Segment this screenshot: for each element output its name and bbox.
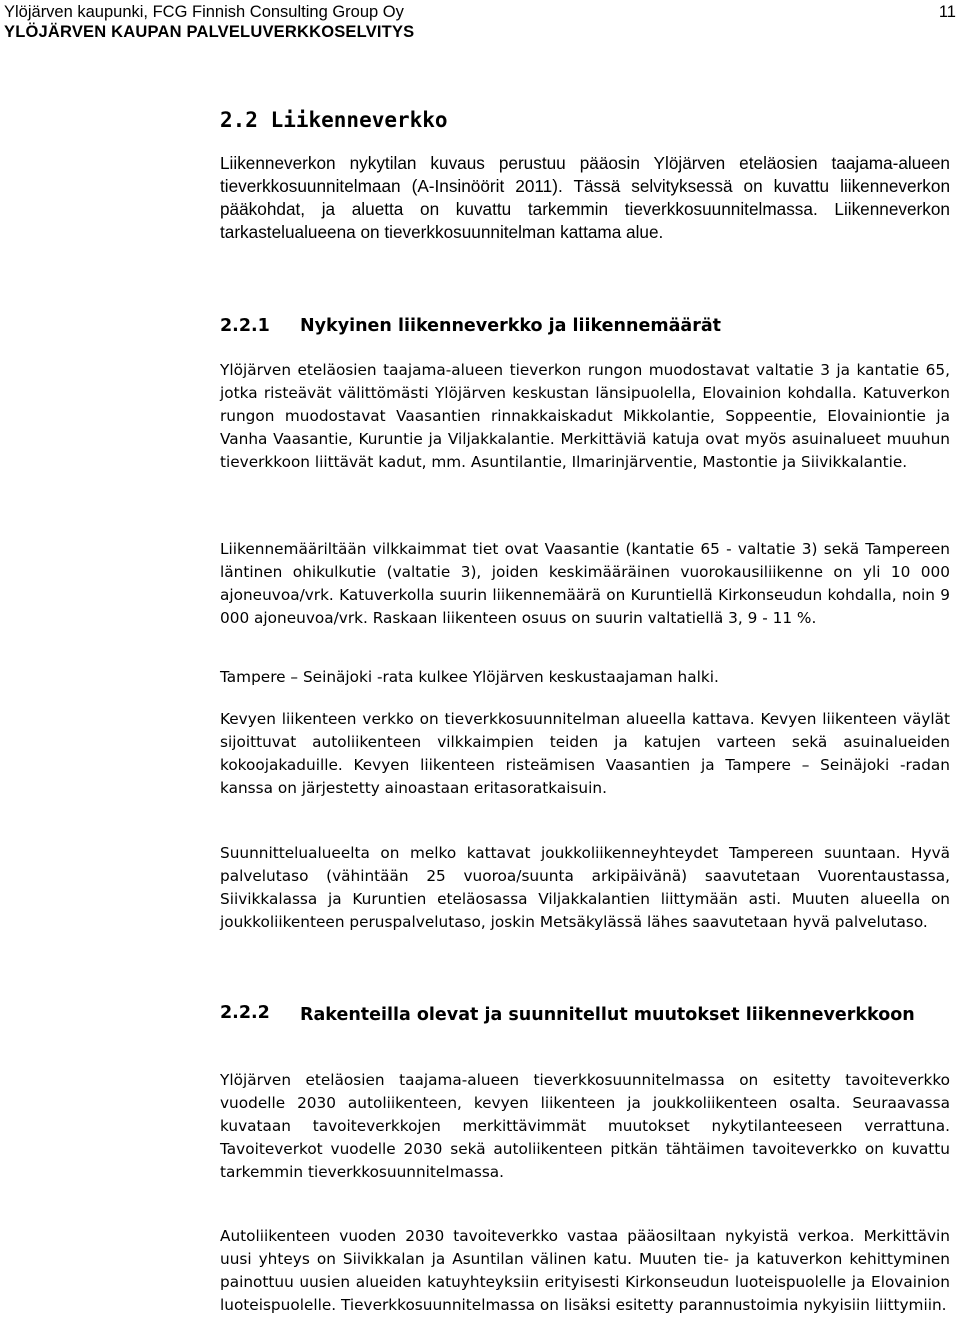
section-heading: 2.2 Liikenneverkko	[220, 108, 448, 132]
subsection-number: 2.2.2	[220, 1003, 270, 1023]
body-paragraph: Liikennemääriltään vilkkaimmat tiet ovat Vaasantie (kantatie 65 - valtatie 3) sekä Tampereen läntinen ohikulkutie (valtatie 3), joiden keskimääräinen vuorokausiliikenne on yli 10 000 ajoneuvoa/vrk. Katuverkolla suurin liikennemäärä on Kuruntiellä Kirkonseudun kohdalla, noin 9 000 ajoneuvoa/vrk. Raskaan liikenteen osuus on suurin valtatiellä 3, 9 - 11 %.	[220, 540, 950, 627]
section-intro: Liikenneverkon nykytilan kuvaus perustuu pääosin Ylöjärven eteläosien taajama-alueen tieverkkosuunnitelmaan (A-Insinöörit 2011). Tässä selvityksessä on kuvattu liikenneverkon pääkohdat, ja aluetta on kuvattu tarkemmin tieverkkosuunnitelmassa. Liikenneverkon tarkastelualueena on tieverkkosuunnitelman kattama alue.	[220, 153, 950, 242]
body-paragraph: Ylöjärven eteläosien taajama-alueen tieverkkosuunnitelmassa on esitetty tavoiteverkko vuodelle 2030 autoliikenteen, kevyen liikenteen ja joukkoliikenteen osalta. Seuraavassa kuvataan tavoiteverkkojen merkittävimmät muutokset nykytilanteeseen verrattuna. Tavoiteverkot vuodelle 2030 sekä autoliikenteen pitkän tähtäimen tavoiteverkko on kuvattu tarkemmin tieverkkosuunnitelmassa.	[220, 1071, 950, 1181]
body-paragraph: Ylöjärven eteläosien taajama-alueen tieverkon rungon muodostavat valtatie 3 ja kantatie 65, jotka risteävät välittömästi Ylöjärven keskustan länsipuolella, Elovainion kohdalla. Katuverkon rungon muodostavat Vaasantien rinnakkaiskadut Mikkolantie, Soppeentie, Elovainiontie ja Vanha Vaasantie, Kuruntie ja Viljakkalantie. Merkittäviä katuja ovat myös asuinalueet muuhun tieverkkoon liittävät kadut, mm. Asuntilantie, Ilmarinjärventie, Mastontie ja Siivikkalantie.	[220, 361, 950, 471]
subsection-number: 2.2.1	[220, 316, 270, 336]
body-paragraph: Tampere – Seinäjoki -rata kulkee Ylöjärven keskustaajaman halki.	[220, 668, 719, 686]
header-company: Ylöjärven kaupunki, FCG Finnish Consulting Group Oy	[4, 3, 404, 21]
subsection-heading	[220, 1001, 950, 1029]
subsection-heading	[220, 314, 950, 338]
body-paragraph: Kevyen liikenteen verkko on tieverkkosuunnitelman alueella kattava. Kevyen liikenteen väylät sijoittuvat autoliikenteen vilkkaimpien teiden ja katujen varteen sekä asuinalueiden kokoojakaduille. Kevyen liikenteen risteämisen Vaasantien ja Tampere – Seinäjoki -radan kanssa on järjestetty ainoastaan eritasoratkaisuin.	[220, 710, 950, 797]
body-paragraph: Suunnittelualueelta on melko kattavat joukkoliikenneyhteydet Tampereen suuntaan. Hyvä palvelutaso (vähintään 25 vuoroa/suunta arkipäivänä) saavutetaan Vuorentaustassa, Siivikkalassa ja Kuruntien eteläosassa Viljakkalantien liittymään asti. Muuten alueella on joukkoliikenteen peruspalvelutaso, joskin Metsäkylässä lähes saavutetaan hyvä palvelutaso.	[220, 844, 950, 931]
body-paragraph: Autoliikenteen vuoden 2030 tavoiteverkko vastaa pääosiltaan nykyistä verkoa. Merkittävin uusi yhteys on Siivikkalan ja Asuntilan välinen katu. Muuten tie- ja katuverkon kehittyminen painottuu uusien alueiden katuyhteyksiin erityisesti Kirkonseudun luoteispuolelle ja Elovainion luoteispuolelle. Tieverkkosuunnitelmassa on lisäksi esitetty parannustoimia nykyisiin liittymiin.	[220, 1227, 950, 1314]
subsection-title: Nykyinen liikenneverkko ja liikennemäärät	[300, 316, 721, 336]
page-number: 11	[938, 3, 956, 21]
header-report-title: YLÖJÄRVEN KAUPAN PALVELUVERKKOSELVITYS	[4, 23, 415, 41]
subsection-title: Rakenteilla olevat ja suunnitellut muutokset liikenneverkkoon	[300, 1005, 915, 1025]
